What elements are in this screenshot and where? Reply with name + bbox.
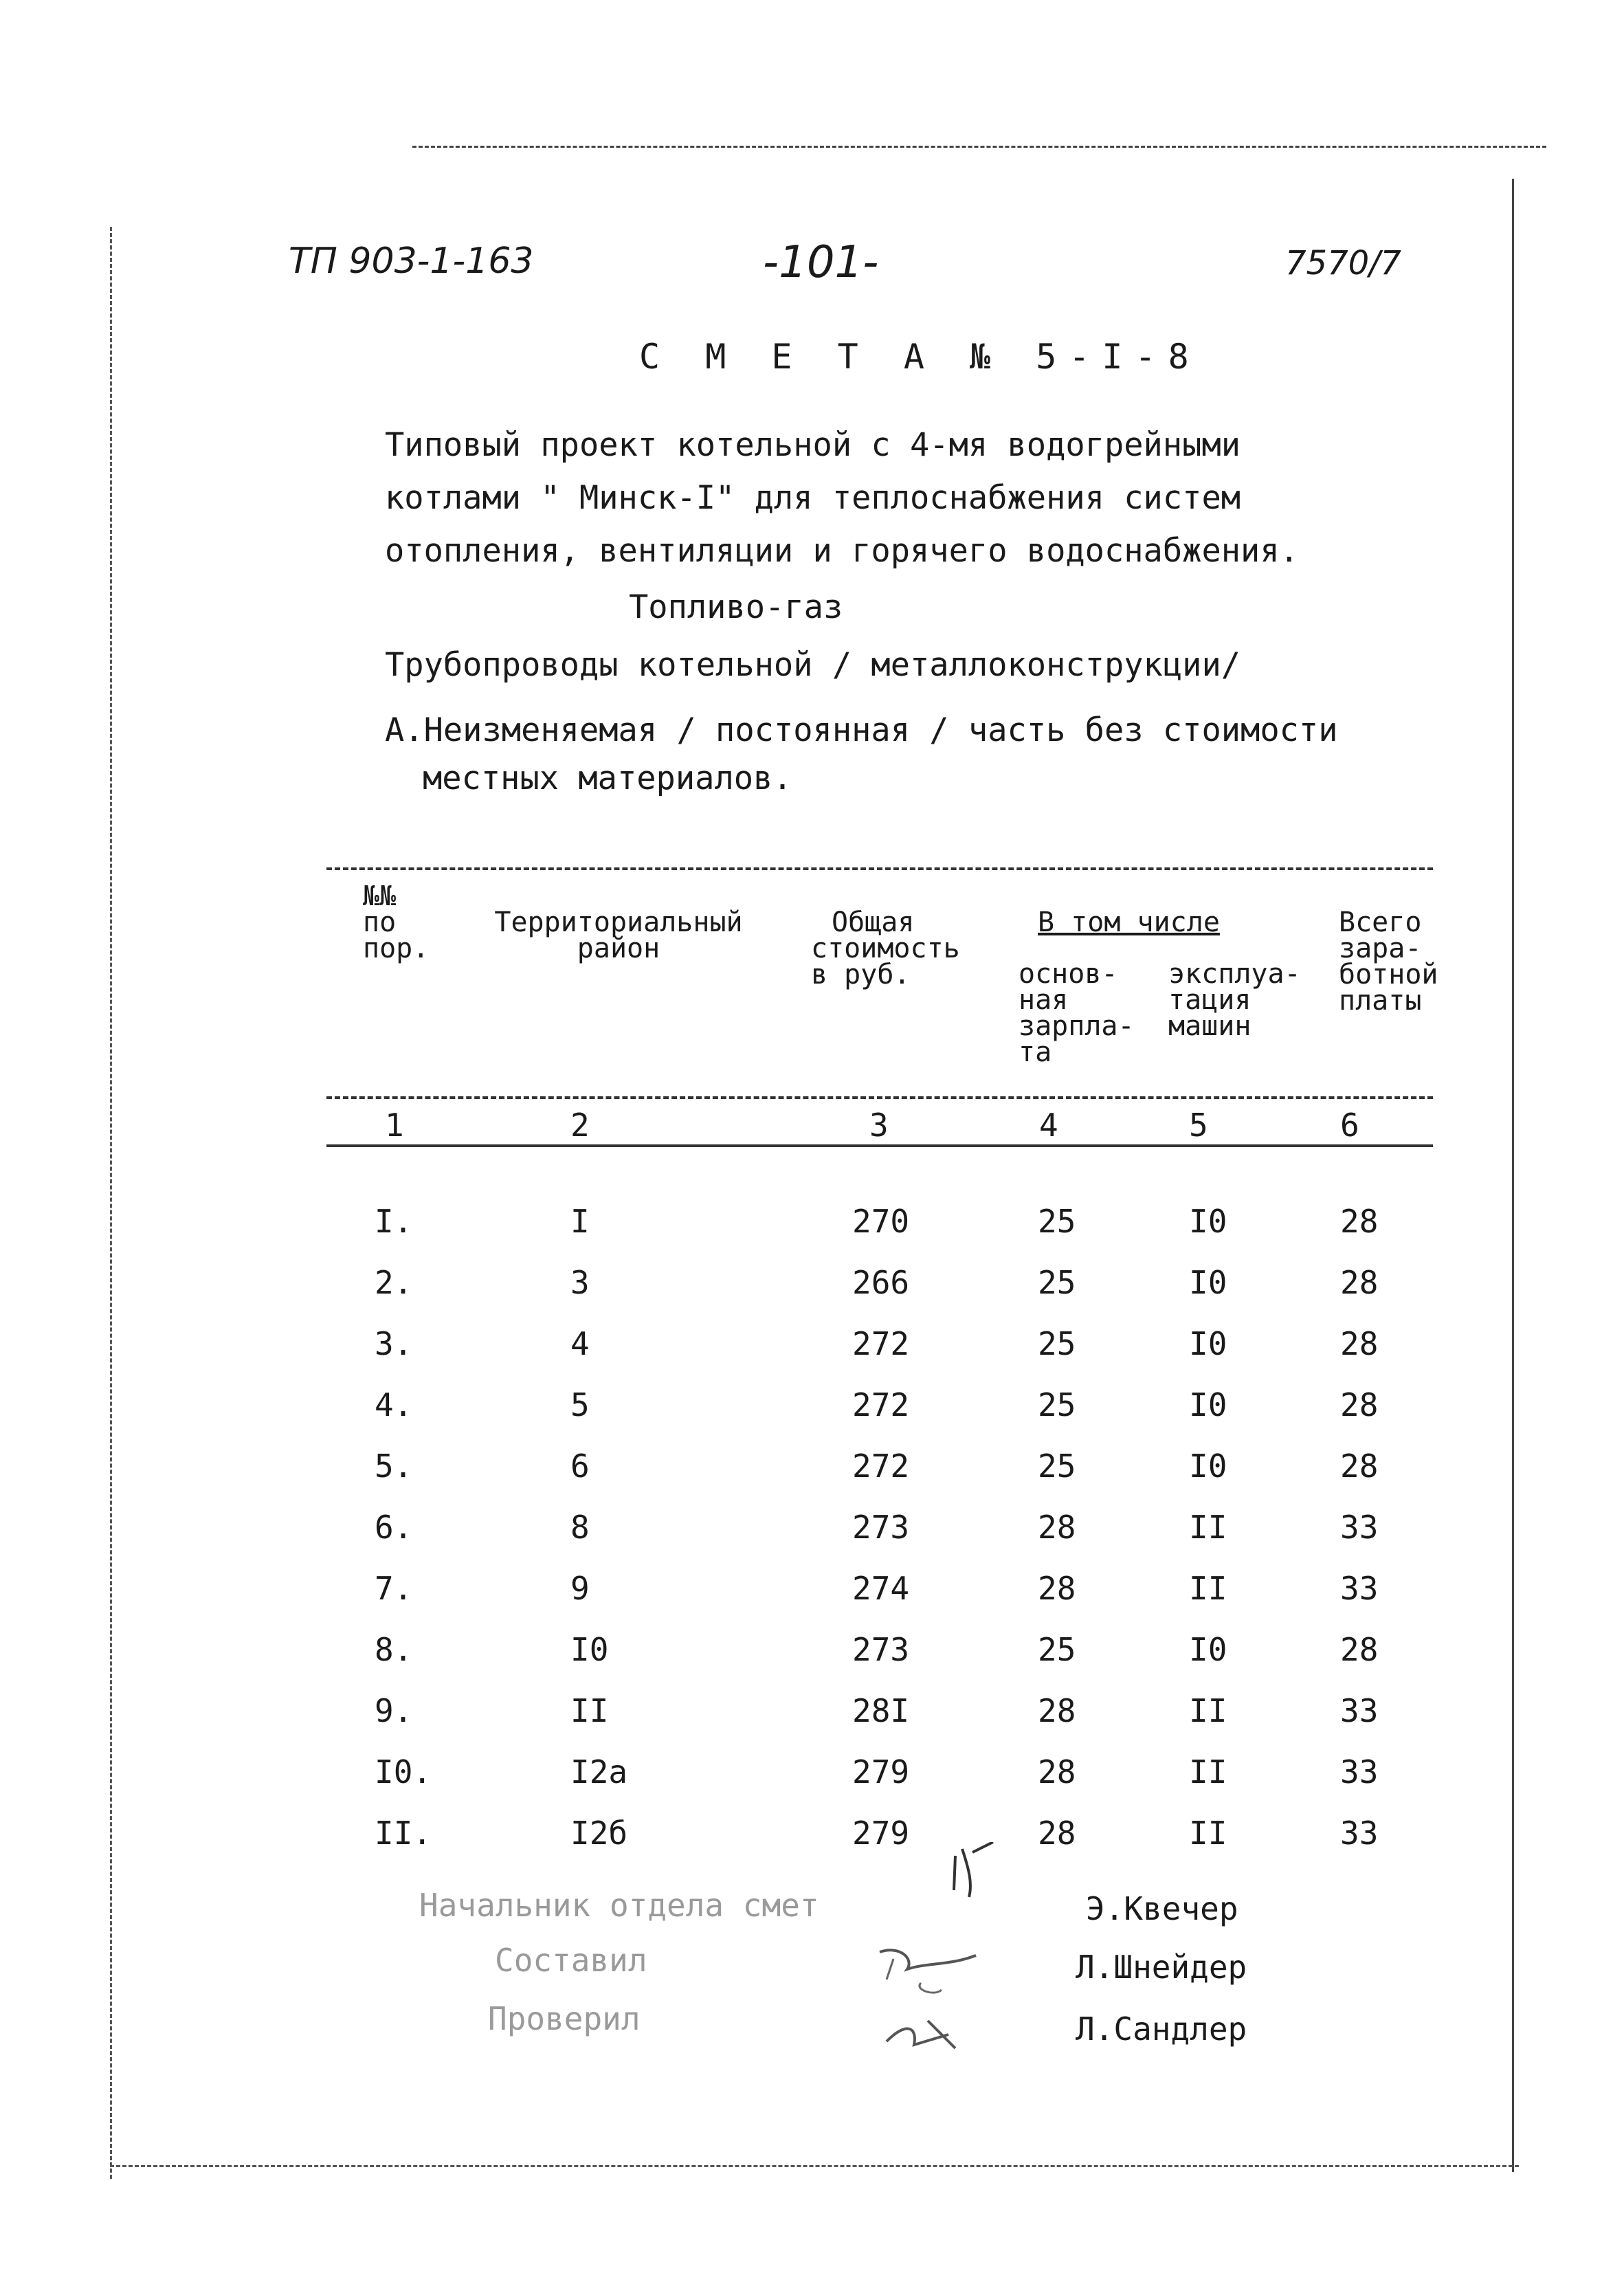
column-number-5: 5 xyxy=(1189,1107,1208,1144)
estimate-title: С М Е Т А № 5-I-8 xyxy=(639,337,1201,377)
cell-base-wages: 25 xyxy=(1038,1325,1076,1362)
cell-machine-operation: II xyxy=(1189,1815,1227,1852)
cell-district: I xyxy=(570,1203,590,1240)
cell-machine-operation: I0 xyxy=(1189,1264,1227,1301)
cell-total-wages: 28 xyxy=(1340,1448,1379,1485)
header-col6 xyxy=(1339,907,1438,1017)
header-col3-line3: в руб. xyxy=(811,959,911,990)
cell-row-number: 7. xyxy=(375,1570,413,1607)
cell-total-cost: 273 xyxy=(852,1509,910,1546)
cell-machine-operation: I0 xyxy=(1189,1203,1227,1240)
cell-row-number: 9. xyxy=(375,1692,413,1729)
column-number-2: 2 xyxy=(570,1107,590,1144)
cell-total-cost: 273 xyxy=(852,1631,910,1668)
cell-district: 6 xyxy=(570,1448,590,1485)
cell-total-wages: 28 xyxy=(1340,1631,1379,1668)
cell-total-wages: 28 xyxy=(1340,1325,1379,1362)
header-col1-line3: пор. xyxy=(363,933,430,964)
cell-total-wages: 33 xyxy=(1340,1509,1379,1546)
header-group: В том числе xyxy=(1038,907,1220,938)
column-number-6: 6 xyxy=(1340,1107,1359,1144)
cell-district: 5 xyxy=(570,1386,590,1423)
column-number-1: 1 xyxy=(385,1107,404,1144)
cell-row-number: II. xyxy=(375,1815,432,1852)
cell-total-wages: 33 xyxy=(1340,1570,1379,1607)
bottom-frame-line xyxy=(110,2165,1519,2167)
part-line-2: местных материалов. xyxy=(423,759,792,797)
header-col5 xyxy=(1168,958,1301,1042)
fuel-type: Топливо-газ xyxy=(629,588,843,626)
cell-total-wages: 33 xyxy=(1340,1815,1379,1852)
document-number: 7570/7 xyxy=(1285,244,1401,282)
cell-total-wages: 28 xyxy=(1340,1264,1379,1301)
header-col5-line2: тация xyxy=(1168,984,1252,1016)
header-col4-line4: та xyxy=(1019,1036,1052,1068)
cell-row-number: I0. xyxy=(375,1753,432,1790)
table-number-rule xyxy=(326,1144,1433,1147)
header-col4 xyxy=(1019,958,1135,1068)
cell-machine-operation: II xyxy=(1189,1692,1227,1729)
cell-district: II xyxy=(570,1692,609,1729)
cell-total-cost: 279 xyxy=(852,1815,910,1852)
header-col4-line3: зарпла- xyxy=(1019,1010,1135,1042)
column-number-4: 4 xyxy=(1039,1107,1058,1144)
cell-total-cost: 272 xyxy=(852,1448,910,1485)
cell-row-number: 4. xyxy=(375,1386,413,1423)
cell-base-wages: 25 xyxy=(1038,1386,1076,1423)
cell-total-cost: 272 xyxy=(852,1325,910,1362)
cell-total-cost: 28I xyxy=(852,1692,910,1729)
table-header-rule xyxy=(326,1096,1433,1099)
header-col1 xyxy=(363,880,430,964)
cell-base-wages: 28 xyxy=(1038,1509,1076,1546)
cell-row-number: 3. xyxy=(375,1325,413,1362)
left-frame-line xyxy=(110,227,112,2179)
header-col2 xyxy=(478,909,759,962)
cell-total-wages: 33 xyxy=(1340,1753,1379,1790)
header-col3-line1: Общая xyxy=(832,907,915,938)
cell-machine-operation: I0 xyxy=(1189,1448,1227,1485)
cell-district: 4 xyxy=(570,1325,590,1362)
header-col1-line2: по xyxy=(363,907,397,938)
header-col5-line3: машин xyxy=(1168,1010,1252,1042)
cell-total-cost: 270 xyxy=(852,1203,910,1240)
header-col6-line4: платы xyxy=(1339,985,1422,1017)
cell-total-cost: 274 xyxy=(852,1570,910,1607)
cell-total-wages: 33 xyxy=(1340,1692,1379,1729)
cell-total-wages: 28 xyxy=(1340,1386,1379,1423)
header-col2-line1: Территориальный xyxy=(494,907,743,938)
cell-row-number: 6. xyxy=(375,1509,413,1546)
signature-role-1: Начальник отдела смет xyxy=(419,1887,819,1924)
header-col5-line1: эксплуа- xyxy=(1168,958,1301,990)
cell-base-wages: 28 xyxy=(1038,1815,1076,1852)
cell-row-number: 8. xyxy=(375,1631,413,1668)
header-col3-line2: стоимость xyxy=(811,933,960,964)
cell-machine-operation: II xyxy=(1189,1570,1227,1607)
cell-total-cost: 272 xyxy=(852,1386,910,1423)
header-col1-line1: №№ xyxy=(363,880,397,912)
header-col3 xyxy=(811,909,960,988)
cell-machine-operation: I0 xyxy=(1189,1386,1227,1423)
cell-base-wages: 25 xyxy=(1038,1264,1076,1301)
cell-total-cost: 279 xyxy=(852,1753,910,1790)
signature-name-3: Л.Сандлер xyxy=(1076,2010,1247,2048)
cell-total-wages: 28 xyxy=(1340,1203,1379,1240)
description-line-2: котлами " Минск-I" для теплоснабжения систем xyxy=(385,479,1241,517)
cell-machine-operation: II xyxy=(1189,1753,1227,1790)
header-col6-line3: ботной xyxy=(1339,959,1438,990)
section-title: Трубопроводы котельной / металлоконструкции/ xyxy=(385,646,1241,684)
project-code: ТП 903-1-163 xyxy=(289,241,534,282)
header-col6-line2: зара- xyxy=(1339,933,1422,964)
cell-base-wages: 25 xyxy=(1038,1448,1076,1485)
handwritten-signatures xyxy=(852,1842,1031,2069)
cell-base-wages: 28 xyxy=(1038,1570,1076,1607)
cell-district: I2б xyxy=(570,1815,628,1852)
cell-district: 8 xyxy=(570,1509,590,1546)
cell-district: I0 xyxy=(570,1631,609,1668)
cell-row-number: 5. xyxy=(375,1448,413,1485)
signature-name-2: Л.Шнейдер xyxy=(1076,1949,1247,1986)
right-frame-line xyxy=(1512,179,1514,2172)
cell-row-number: I. xyxy=(375,1203,413,1240)
top-dashed-rule xyxy=(412,146,1546,148)
signature-name-1: Э.Квечер xyxy=(1086,1890,1238,1927)
signature-role-2: Составил xyxy=(495,1942,647,1979)
cell-base-wages: 28 xyxy=(1038,1692,1076,1729)
cell-district: 3 xyxy=(570,1264,590,1301)
header-col4-line2: ная xyxy=(1019,984,1069,1016)
cell-row-number: 2. xyxy=(375,1264,413,1301)
signature-role-3: Проверил xyxy=(488,2000,641,2037)
cell-machine-operation: II xyxy=(1189,1509,1227,1546)
cell-total-cost: 266 xyxy=(852,1264,910,1301)
header-col6-line1: Всего xyxy=(1339,907,1422,938)
cell-machine-operation: I0 xyxy=(1189,1631,1227,1668)
part-line-1: А.Неизменяемая / постоянная / часть без стоимости xyxy=(385,711,1338,749)
cell-base-wages: 25 xyxy=(1038,1631,1076,1668)
cell-machine-operation: I0 xyxy=(1189,1325,1227,1362)
cell-district: 9 xyxy=(570,1570,590,1607)
cell-district: I2а xyxy=(570,1753,628,1790)
page-number: -101- xyxy=(763,237,879,288)
cell-base-wages: 25 xyxy=(1038,1203,1076,1240)
column-number-3: 3 xyxy=(869,1107,889,1144)
description-line-3: отопления, вентиляции и горячего водоснабжения. xyxy=(385,532,1299,570)
header-col2-line2: район xyxy=(577,933,660,964)
cell-base-wages: 28 xyxy=(1038,1753,1076,1790)
header-col4-line1: основ- xyxy=(1019,958,1118,990)
description-line-1: Типовый проект котельной с 4-мя водогрейными xyxy=(385,426,1241,464)
table-top-rule xyxy=(326,867,1433,870)
